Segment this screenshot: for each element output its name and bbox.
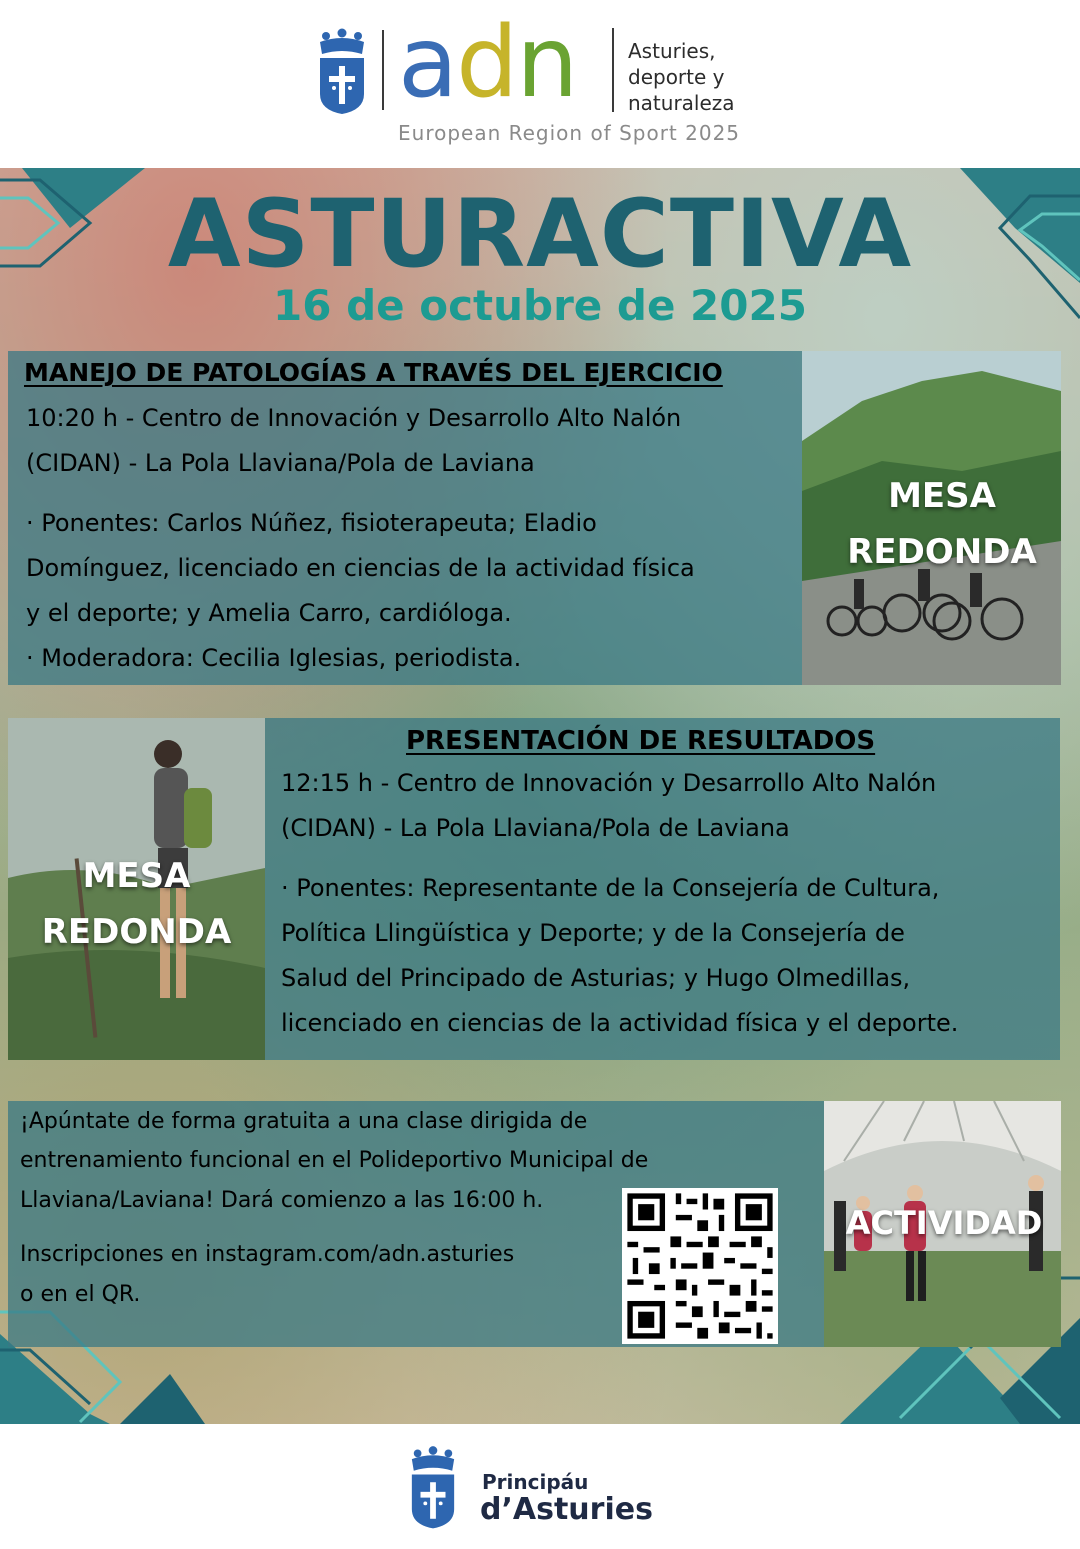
- section-2-line: licenciado en ciencias de la actividad física y el deporte.: [281, 1009, 959, 1037]
- footer: [0, 1424, 1080, 1549]
- section-3-line: ¡Apúntate de forma gratuita a una clase dirigida de: [20, 1109, 588, 1134]
- header: [0, 0, 1080, 168]
- tagline-line: Asturies,: [628, 39, 716, 63]
- asturias-shield-icon: [408, 1444, 458, 1532]
- section-1-heading: MANEJO DE PATOLOGÍAS A TRAVÉS DEL EJERCICIO: [24, 358, 723, 387]
- photo-label-line: MESA: [888, 476, 996, 516]
- header-subtitle: European Region of Sport 2025: [398, 121, 741, 145]
- event-date: 16 de octubre de 2025: [273, 281, 807, 330]
- section-2-line: Política Llingüística y Deporte; y de la Consejería de: [281, 919, 905, 947]
- header-divider-2: [612, 28, 614, 112]
- section-2-line: · Ponentes: Representante de la Consejería de Cultura,: [281, 874, 940, 902]
- adn-logo: [398, 8, 576, 118]
- footer-org-line-2: d’Asturies: [480, 1492, 653, 1527]
- tagline-line: deporte y: [628, 65, 725, 89]
- photo-label-line: REDONDA: [847, 532, 1037, 572]
- section-3-line: o en el QR.: [20, 1282, 141, 1307]
- poster: [0, 168, 1080, 1424]
- section-2-photo-label: [8, 848, 265, 960]
- adn-logo-a: a: [398, 6, 457, 120]
- section-3-line: Inscripciones en instagram.com/adn.asturies: [20, 1242, 515, 1267]
- section-3-photo-label: ACTIVIDAD: [845, 1204, 1043, 1242]
- header-tagline: [628, 38, 788, 116]
- photo-label-line: REDONDA: [41, 912, 232, 952]
- section-2-line: 12:15 h - Centro de Innovación y Desarrollo Alto Nalón: [281, 769, 937, 797]
- section-1-line: y el deporte; y Amelia Carro, cardióloga.: [26, 599, 512, 627]
- section-1-photo-label: [802, 468, 1080, 580]
- section-1-line: · Ponentes: Carlos Núñez, fisioterapeuta; Eladio: [26, 509, 597, 537]
- section-2-line: (CIDAN) - La Pola Llaviana/Pola de Laviana: [281, 814, 790, 842]
- section-2-heading: PRESENTACIÓN DE RESULTADOS: [406, 726, 876, 756]
- adn-logo-d: d: [456, 6, 517, 120]
- section-2-line: Salud del Principado de Asturias; y Hugo Olmedillas,: [281, 964, 911, 992]
- qr-code-icon[interactable]: [622, 1188, 778, 1344]
- section-1-line: Domínguez, licenciado en ciencias de la actividad física: [26, 554, 695, 582]
- tagline-line: naturaleza: [628, 91, 735, 115]
- section-1-line: (CIDAN) - La Pola Llaviana/Pola de Laviana: [26, 449, 535, 477]
- section-3-line: Llaviana/Laviana! Dará comienzo a las 16:00 h.: [20, 1188, 544, 1213]
- section-3-line: entrenamiento funcional en el Polideportivo Municipal de: [20, 1148, 649, 1173]
- section-1-line: 10:20 h - Centro de Innovación y Desarrollo Alto Nalón: [26, 404, 682, 432]
- footer-org-line-1: Principáu: [482, 1470, 589, 1494]
- event-title: ASTURACTIVA: [167, 180, 913, 289]
- photo-label-line: MESA: [82, 856, 191, 896]
- header-divider: [382, 30, 384, 110]
- asturias-shield-icon: [316, 28, 368, 116]
- section-1-line: · Moderadora: Cecilia Iglesias, periodista.: [26, 644, 522, 672]
- adn-logo-n: n: [516, 6, 577, 120]
